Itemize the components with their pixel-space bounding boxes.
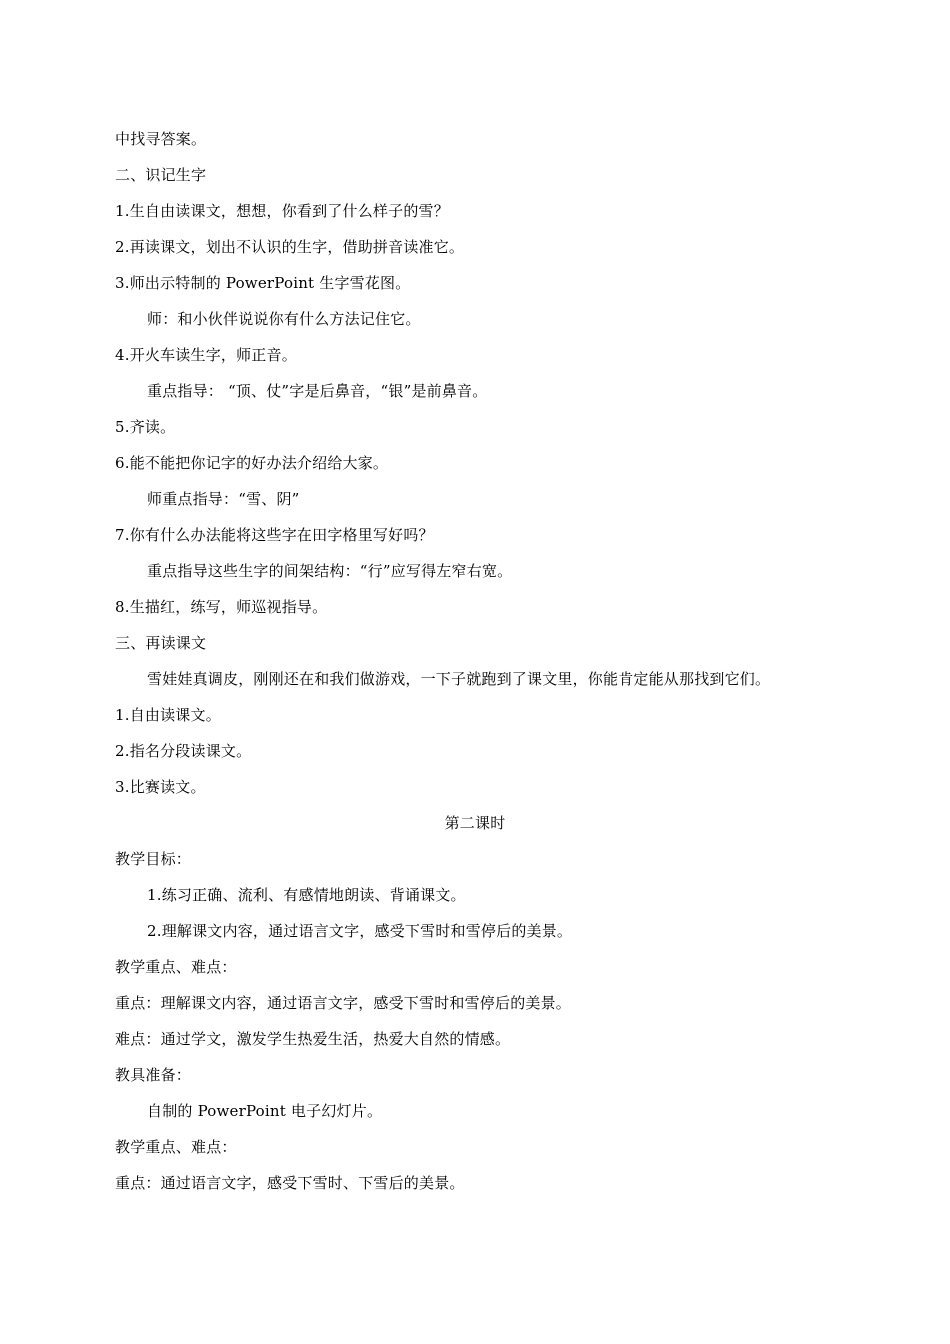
body-line: 重点：通过语言文字，感受下雪时、下雪后的美景。 xyxy=(115,1174,465,1192)
body-line: 1.自由读课文。 xyxy=(115,706,221,724)
section-heading: 教学重点、难点： xyxy=(115,1138,237,1156)
section-heading: 教学目标： xyxy=(115,850,192,868)
body-line: 师：和小伙伴说说你有什么方法记住它。 xyxy=(147,310,421,328)
body-line: 重点指导： “顶、仗”字是后鼻音，“银”是前鼻音。 xyxy=(147,382,488,400)
body-line: 师重点指导：“雪、阴” xyxy=(147,490,300,508)
section-heading: 教学重点、难点： xyxy=(115,958,237,976)
body-line: 4.开火车读生字，师正音。 xyxy=(115,346,297,364)
body-line: 6.能不能把你记字的好办法介绍给大家。 xyxy=(115,454,389,472)
body-line: 自制的 PowerPoint 电子幻灯片。 xyxy=(147,1102,383,1120)
body-line: 重点：理解课文内容，通过语言文字，感受下雪时和雪停后的美景。 xyxy=(115,994,572,1012)
body-line: 重点指导这些生字的间架结构：“行”应写得左窄右宽。 xyxy=(147,562,513,580)
body-line: 7.你有什么办法能将这些字在田字格里写好吗？ xyxy=(115,526,434,544)
section-heading: 二、识记生字 xyxy=(115,166,207,184)
section-heading: 三、再读课文 xyxy=(115,634,207,652)
body-line: 雪娃娃真调皮，刚刚还在和我们做游戏，一下子就跑到了课文里，你能肯定能从那找到它们。 xyxy=(147,670,771,688)
body-line: 难点：通过学文，激发学生热爱生活，热爱大自然的情感。 xyxy=(115,1030,511,1048)
body-line: 1.生自由读课文，想想，你看到了什么样子的雪？ xyxy=(115,202,449,220)
body-line: 3.师出示特制的 PowerPoint 生字雪花图。 xyxy=(115,274,411,292)
body-line: 3.比赛读文。 xyxy=(115,778,206,796)
body-line: 8.生描红，练写，师巡视指导。 xyxy=(115,598,328,616)
lesson-title: 第二课时 xyxy=(444,814,506,832)
body-line: 1.练习正确、流利、有感情地朗读、背诵课文。 xyxy=(147,886,466,904)
body-line: 2.指名分段读课文。 xyxy=(115,742,252,760)
body-line: 2.理解课文内容，通过语言文字，感受下雪时和雪停后的美景。 xyxy=(147,922,573,940)
document-body xyxy=(115,127,835,1207)
section-heading: 教具准备： xyxy=(115,1066,192,1084)
body-line: 5.齐读。 xyxy=(115,418,176,436)
body-line: 2.再读课文，划出不认识的生字，借助拼音读准它。 xyxy=(115,238,465,256)
body-line: 中找寻答案。 xyxy=(115,130,207,148)
